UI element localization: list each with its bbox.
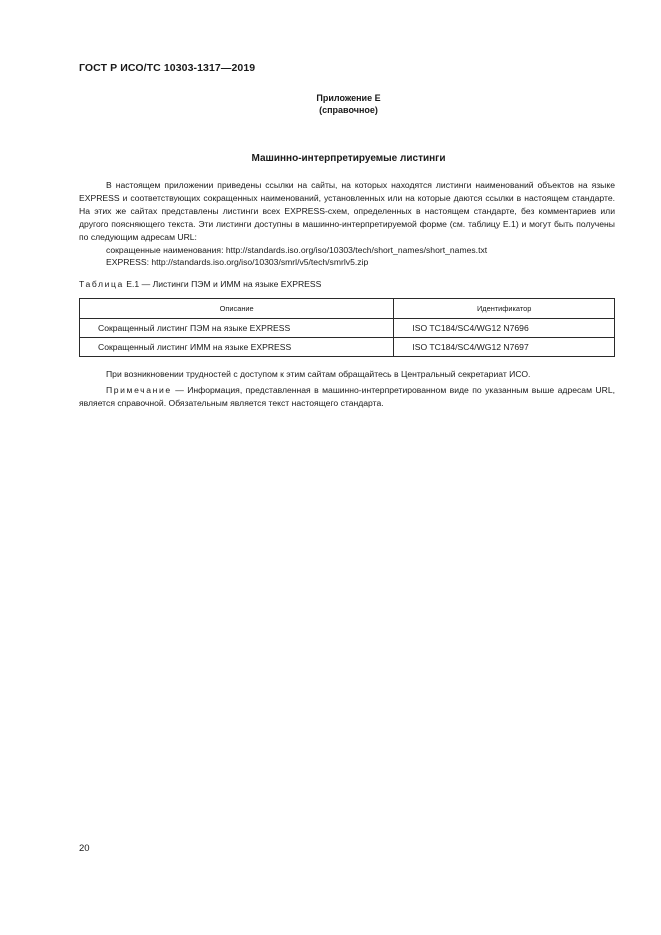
- row-identifier: ISO TC184/SC4/WG12 N7696: [394, 319, 615, 338]
- row-identifier: ISO TC184/SC4/WG12 N7697: [394, 338, 615, 357]
- listings-table: [79, 298, 615, 357]
- page-number: 20: [79, 843, 90, 854]
- note-paragraph: [79, 384, 615, 410]
- column-header-description: Описание: [80, 299, 394, 319]
- contact-paragraph: При возникновении трудностей с доступом к этим сайтам обращайтесь в Центральный секретариат ИСО.: [106, 369, 531, 379]
- table-row: [80, 319, 615, 338]
- row-description: Сокращенный листинг ИММ на языке EXPRESS: [80, 338, 394, 357]
- column-header-identifier: Идентификатор: [394, 299, 615, 319]
- annex-kind: (справочное): [319, 105, 378, 115]
- standard-designation: ГОСТ Р ИСО/ТС 10303-1317—2019: [79, 62, 256, 74]
- annex-title: Приложение Е: [316, 93, 381, 103]
- closing-text: [79, 368, 615, 413]
- table-row: [80, 338, 615, 357]
- table-caption-label: Таблица: [79, 279, 124, 289]
- express-address: EXPRESS: http://standards.iso.org/iso/10303/smrl/v5/tech/smrlv5.zip: [106, 257, 369, 268]
- section-title: Машинно-интерпретируемые листинги: [251, 153, 446, 164]
- body-text: [79, 179, 615, 269]
- row-description: Сокращенный листинг ПЭМ на языке EXPRESS: [80, 319, 394, 338]
- note-label: Примечание: [106, 384, 172, 395]
- table-caption-text: Е.1 — Листинги ПЭМ и ИММ на языке EXPRESS: [126, 279, 322, 289]
- annex-heading: [0, 92, 661, 116]
- intro-paragraph: В настоящем приложении приведены ссылки на сайты, на которых находятся листинги наименований объектов на языке EXPRESS и соответствующих сокращенных наименований, установленных или на которые даются ссылки в настоящем стандарте. На этих же сайтах представлены листинги всех EXPRESS-схем, определенных в настоящем стандарте, без комментариев или другого поясняющего текста. Эти листинги доступны в машинно-интерпретируемой форме (см. таблицу Е.1) и могут быть получены по следующим адресам URL:: [79, 180, 615, 242]
- note-text: — Информация, представленная в машинно-интерпретированном виде по указанным выше адресам URL, является справочной. Обязательным является текст настоящего стандарта.: [79, 384, 615, 408]
- table-caption: [79, 278, 321, 290]
- short-names-address: сокращенные наименования: http://standards.iso.org/iso/10303/tech/short_names/short_names.txt: [106, 244, 488, 255]
- table-header-row: [80, 299, 615, 319]
